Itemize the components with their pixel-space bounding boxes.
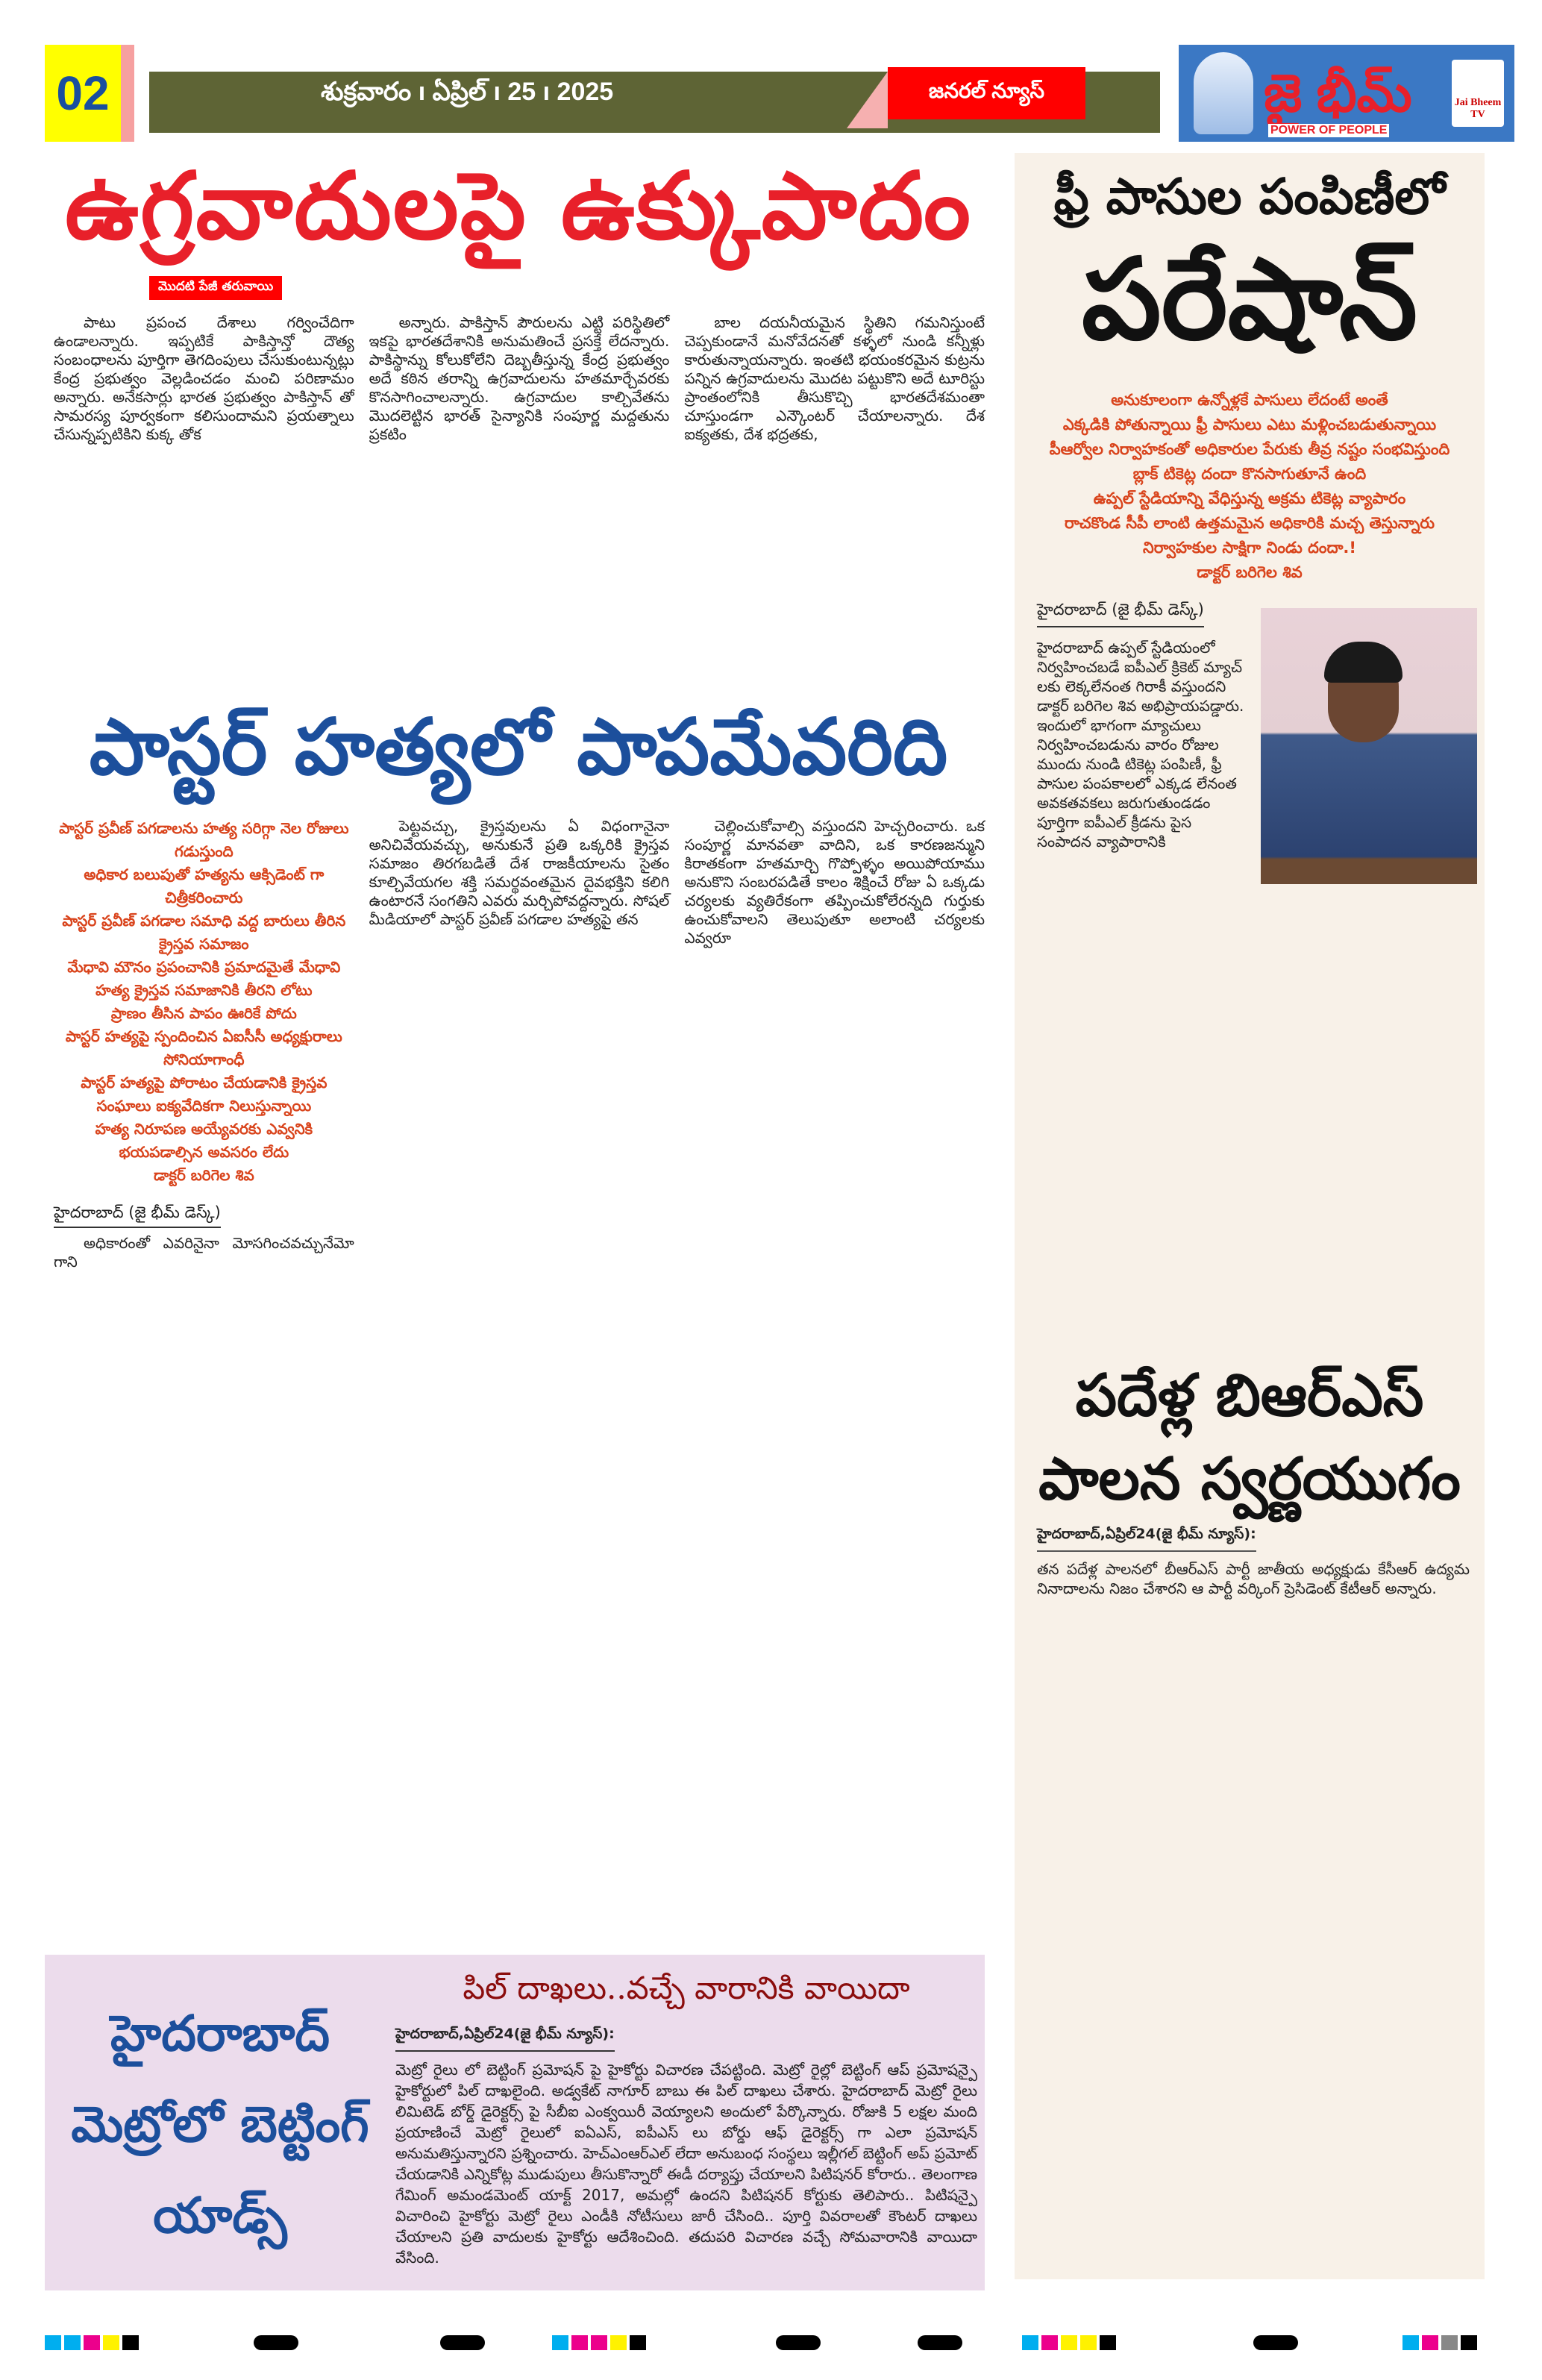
color-registration-mark xyxy=(45,2335,139,2350)
ambedkar-portrait-icon xyxy=(1194,52,1253,134)
page-number: 02 xyxy=(45,45,134,142)
color-registration-mark xyxy=(1402,2335,1477,2350)
subhead: పాస్టర్ ప్రవీణ్ పగడాల సమాధి వద్ద బారులు తీరిన క్రైస్తవ సమాజం xyxy=(62,912,346,953)
paragraph: పెట్టవచ్చు, క్రైస్తవులను ఏ విధంగానైనా అనిచివేయవచ్చు, అనుకునే ప్రతి ఒక్కరికి క్రైస్తవ సమాజం తిరగబడితే దేశ రాజకీయాలను సైతం కూల్చివేయగల శక్తి సమర్థవంతమైన దైవభక్తిని కలిగి ఉంటారనే సంగతిని ఎవరు మర్చిపోవద్దన్నారు. సోషల్ మీడియాలో పాస్టర్ ప్రవీణ్ పగడాల హత్యపై తన xyxy=(369,817,670,928)
subhead: బ్లాక్ టికెట్ల దందా కొనసాగుతూనే ఉంది xyxy=(1132,465,1367,483)
paragraph: చెల్లించుకోవాల్సి వస్తుందని హెచ్చరించారు. ఒక సంపూర్ణ మానవతా వాదిని, ఒక కారణజన్ముని కిరాతకంగా హతమార్చి గొప్పోళ్ళం అయిపోయాము అనుకొని సంబరపడితే కాలం శిక్షించే రోజు ఏ ఒక్కడు చర్యలకు వ్యతిరేకంగా తప్పించుకోలేరన్నది గుర్తుకు ఉంచుకోవాలని తెలుపుతూ అలాంటి చర్యలకు ఎవ్వరూ xyxy=(684,817,985,947)
paragraph: మెట్రో రైలు లో బెట్టింగ్ ప్రమోషన్ పై హైకోర్టు విచారణ చేపట్టింది. మెట్రో రైల్లో బెట్టింగ్ ఆప్ ప్రమోషన్పై హైకోర్టులో పిల్ దాఖలైంది. అడ్వకేట్ నాగూర్ బాబు ఈ పిల్ దాఖలు చేశారు. హైదరాబాద్ మెట్రో రైలు లిమిటెడ్ బోర్డ్ డైరెక్టర్స్ పై సీబీఐ ఎంక్వయిరీ వెయ్యాలని అందులో పేర్కొన్నారు. రోజుకి 5 లక్షల మంది ప్రయాణించే మెట్రో రైలులో ఐఏఎస్, ఐపీఎస్ లు బోర్డు ఆఫ్ డైరెక్టర్స్ గా ఎలా ప్రమోషన్ అనుమతిస్తున్నారని ప్రశ్నించారు. హెచ్ఎంఆర్ఎల్ లేదా అనుబంధ సంస్థలు ఇల్లీగల్ బెట్టింగ్ అప్ ప్రమోట్ చేయడానికి ఎన్నికోట్ల ముడుపులు తీసుకొన్నారో ఈడీ దర్యాప్తు చేయాలని పిటిషనర్ కోరారు.. తెలంగాణ గేమింగ్ అమండమెంట్ యాక్ట్ 2017, అమల్లో ఉందని పిటిషనర్ కోర్టుకు తెలిపారు.. పిటిషన్పై విచారించి హైకోర్టు మెట్రో రైలు ఎండీకి నోటీసులు జారీ చేసింది.. పూర్తి వివరాలతో కౌంటర్ దాఖలు చేయాలని ప్రతి వాదులకు హైకోర్టు ఆదేశించింది. తదుపరి విచారణ వచ్చే సోమవారానికి వాయిదా వేసింది. xyxy=(395,2061,977,2267)
article-column xyxy=(369,313,670,739)
logo-tagline: POWER OF PEOPLE xyxy=(1268,124,1389,137)
byline: హైదరాబాద్ (జై భీమ్ డెస్క్) xyxy=(54,1203,221,1228)
subhead: పాస్టర్ హత్యపై పోరాటం చేయడానికి క్రైస్తవ సంఘాలు ఐక్యవేదికగా నిలుస్తున్నాయి xyxy=(81,1074,327,1115)
article-column xyxy=(684,817,985,1944)
subhead: ప్రాణం తీసిన పాపం ఊరికే పోదు xyxy=(110,1004,297,1022)
color-registration-mark xyxy=(552,2335,646,2350)
pastor-subheads xyxy=(54,817,354,1187)
sidebar-panel xyxy=(1015,153,1485,2279)
paragraph: హైదరాబాద్ ఉప్పల్ స్టేడియంలో నిర్వహించబడే ఐపీఎల్ క్రికెట్ మ్యాచ్ లకు లెక్కలేనంత గిరాకీ వస్తుందని డాక్టర్ బరిగెల శివ అభిప్రాయపడ్డారు. ఇందులో భాగంగా మ్యాచులు నిర్వహించబడును వారం రోజుల ముందు నుండి టికెట్ల పంపిణీ, ఫ్రీ పాసుల పంపకాలలో ఎక్కడ లేనంత అవకతవకలు జరుగుతుండడం పూర్తిగా ఐపీఎల్ క్రీడను పైస సంపాదన వ్యాపారానికి xyxy=(1037,639,1244,851)
subhead: హత్య నిరూపణ అయ్యేవరకు ఎవ్వనికి భయపడాల్సిన అవసరం లేదు xyxy=(95,1120,313,1161)
subhead: పీఆర్వోల నిర్వాహకంతో అధికారుల పేరుకు తీవ్ర నష్టం సంభవిస్తుంది xyxy=(1049,440,1450,458)
continued-tag: మొదటి పేజీ తరువాయి xyxy=(149,276,282,300)
subhead: రాచకొండ సీపీ లాంటి ఉత్తమమైన అధికారికి మచ్చ తెస్తున్నారు xyxy=(1064,514,1435,532)
metro-headline: హైదరాబాద్ మెట్రోలో బెట్టింగ్ యాడ్స్ xyxy=(71,2005,369,2244)
top-article-body xyxy=(54,313,985,739)
tv-logo: Jai Bheem TV xyxy=(1452,60,1504,127)
byline: హైదరాబాద్ (జై భీమ్ డెస్క్) xyxy=(1037,601,1204,627)
sidebar-headline: పరేషాన్ xyxy=(1081,235,1418,365)
subhead: ఎక్కడికి పోతున్నాయి ఫ్రీ పాసులు ఎటు మళ్లించబడుతున్నాయి xyxy=(1062,416,1437,433)
paragraph: తన పదేళ్ల పాలనలో బీఆర్ఎస్ పార్టీ జాతీయ అధ్యక్షుడు కేసీఆర్ ఉద్యమ నినాదాలను నిజం చేశారని ఆ పార్టీ వర్కింగ్ ప్రెసిడెంట్ కేటీఆర్ అన్నారు. xyxy=(1037,1560,1470,1597)
registration-pill xyxy=(1253,2335,1298,2350)
pastor-article-body xyxy=(54,817,985,1944)
paragraph: బాల దయనీయమైన స్థితిని గమనిస్తుంటే చెప్పకుండానే మనోవేదనతో కళ్ళలో నుండి కన్నీళ్లు కారుతున్నాయన్నారు. ఇంతటి భయంకరమైన కుట్రను పన్నిన ఉగ్రవాదులను మొదట పట్టుకొని అదే టూరిస్టు ప్రాంతంలోనికి తీసుకొచ్చి భారతదేశమంతా చూస్తుండగా ఎన్కౌంటర్ చేయాలన్నారు. దేశ ఐక్యతకు, దేశ భద్రతకు, xyxy=(684,313,985,443)
dateline: హైదరాబాద్,ఏప్రిల్24(జై భీమ్ న్యూస్): xyxy=(395,2026,615,2052)
color-registration-mark xyxy=(1022,2335,1116,2350)
sidebar-kicker: ఫ్రీ పాసుల పంపిణీలో xyxy=(1053,168,1446,225)
subhead: పాస్టర్ హత్యపై స్పందించిన ఏఐసీసీ అధ్యక్షురాలు సోనియాగాంధీ xyxy=(65,1027,342,1068)
registration-pill xyxy=(254,2335,298,2350)
logo-name: జై భీమ్ xyxy=(1264,64,1412,122)
registration-pill xyxy=(918,2335,962,2350)
subhead: అనుకూలంగా ఉన్నోళ్లకే పాసులు లేదంటే అంతే xyxy=(1111,391,1388,409)
author: డాక్టర్ బరిగెల శివ xyxy=(1197,563,1303,581)
hair xyxy=(1324,642,1402,683)
metro-title: పిల్ దాఖలు..వచ్చే వారానికి వాయిదా xyxy=(463,1970,910,2006)
paragraph: అధికారంతో ఎవరినైనా మోసగించవచ్చునేమో గాని xyxy=(54,1234,354,1271)
issue-date: శుక్రవారం ı ఏప్రిల్ ı 25 ı 2025 xyxy=(321,78,614,106)
section-label: జనరల్ న్యూస్ xyxy=(888,67,1085,119)
subhead: అధికార బలుపుతో హత్యను ఆక్సిడెంట్ గా చిత్రీకరించారు xyxy=(84,865,325,906)
article-column xyxy=(54,817,354,1944)
article-column xyxy=(54,313,354,739)
registration-pill xyxy=(776,2335,821,2350)
pastor-headline: పాస్టర్ హత్యలో పాపమేవరిది xyxy=(89,701,948,792)
subhead: నిర్వాహకుల సాక్షిగా నిండు దందా.! xyxy=(1143,539,1356,557)
registration-pill xyxy=(440,2335,485,2350)
article-column xyxy=(684,313,985,739)
sidebar-subheads xyxy=(1022,388,1477,585)
subhead: మేధావి మౌనం ప్రపంచానికి ప్రమాదమైతే మేధావి హత్య క్రైస్తవ సమాజానికి తీరని లోటు xyxy=(67,958,341,999)
paragraph: పాటు ప్రపంచ దేశాలు గర్వించేదిగా ఉండాలన్నారు. ఇప్పటికే పాకిస్తాన్తో దౌత్య సంబంధాలను పూర్తిగా తెగదింపులు చేసుకుంటున్నట్లు కేంద్ర ప్రభుత్వం వెల్లడించడం మంచి పరిణామం అన్నారు. అనేకసార్లు భారత ప్రభుత్వం పాకిస్తాన్ తో సామరస్య పూర్వకంగా కలిసుందామని ప్రయత్నాలు చేసున్నప్పటికిని కుక్క తోక xyxy=(54,313,354,443)
subhead: ఉప్పల్ స్టేడియాన్ని వేధిస్తున్న అక్రమ టికెట్ల వ్యాపారం xyxy=(1093,489,1406,507)
metro-box xyxy=(45,1955,985,2290)
masthead-logo xyxy=(1179,45,1514,142)
main-headline: ఉగ్రవాదులపై ఉక్కుపాదం xyxy=(65,153,972,260)
subhead: పాస్టర్ ప్రవీణ్ పగడాలను హత్య సరిగ్గా నెల రోజులు గడుస్తుంది xyxy=(59,819,349,860)
author-photo xyxy=(1261,608,1477,884)
author: డాక్టర్ బరిగెల శివ xyxy=(153,1166,254,1184)
brs-headline: పదేళ్ల బిఆర్ఎస్ పాలన స్వర్ణయుగం xyxy=(1038,1362,1461,1513)
paragraph: అన్నారు. పాకిస్తాన్ పౌరులను ఎట్టి పరిస్థితిలో ఇకపై భారతదేశానికి అనుమతించే ప్రసక్తే లేదన్నారు. పాకిస్థాన్ను కోలుకోలేని దెబ్బతీస్తున్న కేంద్ర ప్రభుత్వం అదే కఠిన తరాన్ని ఉగ్రవాదులను హతమార్చేవరకు కొనసాగించాలన్నారు. ఉగ్రవాదుల కాల్చివేతను మొదలెట్టిన భారత్ సైన్యానికి సంపూర్ణ మద్దతును ప్రకటిం xyxy=(369,313,670,443)
article-column xyxy=(369,817,670,1944)
dateline: హైదరాబాద్,ఏప్రిల్24(జై భీమ్ న్యూస్): xyxy=(1037,1526,1256,1552)
